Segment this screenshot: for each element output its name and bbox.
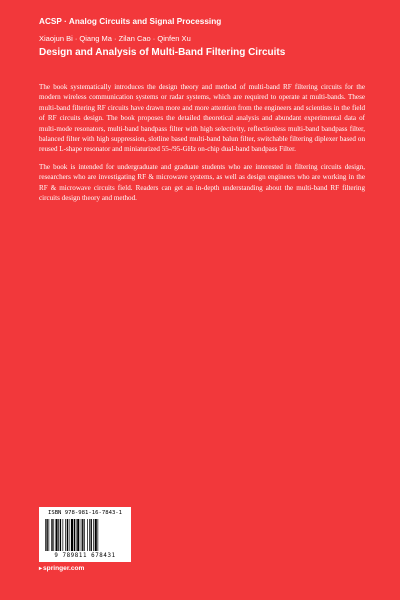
- barcode-bar: [56, 519, 58, 551]
- barcode-bar: [71, 519, 73, 551]
- barcode-bar: [49, 519, 50, 551]
- series-name: ACSP · Analog Circuits and Signal Processing: [39, 17, 222, 26]
- barcode-bar: [89, 519, 90, 551]
- website-label: springer.com: [43, 565, 85, 572]
- barcode-bars: [45, 519, 125, 551]
- barcode-bar: [84, 519, 85, 551]
- barcode-bar: [60, 519, 61, 551]
- barcode-bar: [53, 519, 54, 551]
- isbn-barcode: [39, 507, 131, 562]
- publisher-website-link[interactable]: [39, 565, 84, 572]
- barcode-bar: [65, 519, 66, 551]
- book-title: Design and Analysis of Multi-Band Filtering Circuits: [39, 47, 286, 58]
- barcode-bar: [76, 519, 77, 551]
- barcode-bar: [51, 519, 52, 551]
- barcode-bar: [98, 519, 99, 551]
- barcode-bar: [95, 519, 97, 551]
- barcode-bar: [81, 519, 82, 551]
- barcode-bar: [45, 519, 46, 551]
- barcode-bar: [77, 519, 79, 551]
- barcode-bar: [67, 519, 68, 551]
- right-arrow-icon: ▸: [39, 566, 43, 572]
- barcode-digits: 9 789811 678431: [54, 553, 116, 559]
- barcode-bar: [63, 519, 64, 551]
- barcode-bar: [58, 519, 59, 551]
- book-description: [39, 82, 365, 210]
- barcode-bar: [87, 519, 88, 551]
- barcode-bar: [93, 519, 94, 551]
- barcode-bar: [46, 519, 47, 551]
- description-paragraph-2: The book is intended for undergraduate and graduate students who are interested in filtering circuits design, researchers who are investigating RF & microwave systems, as well as design engineers who are working in the RF & microwave circuits field. Readers can get an in-depth understanding about the multi-band RF filtering circuits design theory and method.: [39, 162, 365, 203]
- barcode-bar: [74, 519, 75, 551]
- barcode-bar: [69, 519, 70, 551]
- barcode-bar: [91, 519, 92, 551]
- description-paragraph-1: The book systematically introduces the design theory and method of multi-band RF filtering circuits for the modern wireless communication systems or radar systems, which are required to operate at multi-bands. These multi-band filtering RF circuits have drawn more and more attention from the engineers and scientists in the field of RF circuits design. The book proposes the detailed theoretical analysis and abundant experimental data of multi-mode resonators, multi-band bandpass filter with high selectivity, reflectionless multi-band bandpass filter, balanced filter with high suppression, slotline based multi-band balun filter, switchable filtering diplexer based on reused L-shape resonator and miniaturized 55-/95-GHz on-chip dual-band bandpass Filter.: [39, 83, 365, 154]
- author-list: Xiaojun Bi · Qiang Ma · Zilan Cao · Qinfen Xu: [39, 34, 191, 43]
- isbn-number: ISBN 978-981-16-7843-1: [47, 510, 123, 516]
- barcode-bar: [82, 519, 83, 551]
